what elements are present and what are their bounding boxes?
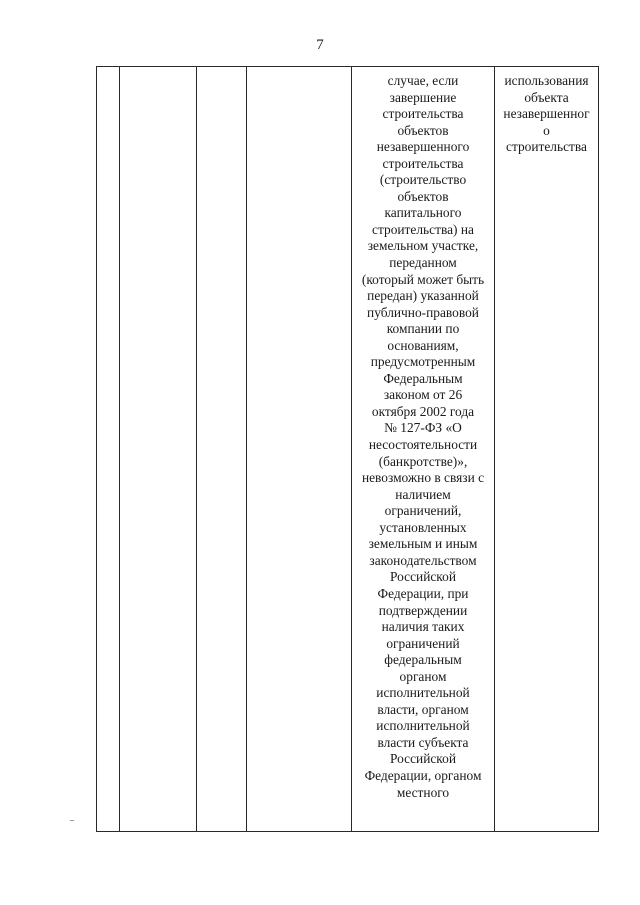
col5-text-line: (банкротстве)», xyxy=(378,453,468,469)
col5-text-line: наличия таких xyxy=(381,619,465,635)
col5-text-line: Российской xyxy=(390,751,456,767)
col5-text-line: власти субъекта xyxy=(377,734,469,750)
col5-text xyxy=(352,67,494,801)
col5-text-line: федеральным xyxy=(384,652,462,668)
col5-text-line: Федерации, органом xyxy=(364,767,482,783)
col6-text xyxy=(495,67,598,156)
col5-text-line: законом от 26 xyxy=(383,387,463,403)
col6-text-line: объекта xyxy=(524,89,569,105)
col6-text-line: о xyxy=(543,122,550,138)
page-number: 7 xyxy=(316,37,324,53)
col5-text-line: законодательством xyxy=(369,552,477,568)
col5-text-line: земельным и иным xyxy=(368,536,478,552)
col5-text-line: октября 2002 года xyxy=(371,403,475,419)
col5-text-line: основаниям, xyxy=(387,337,459,353)
col5-text-line: предусмотренным xyxy=(370,354,476,370)
col5-text-line: № 127-ФЗ «О xyxy=(384,420,462,436)
col5-text-line: строительства xyxy=(382,155,464,171)
col5-text-line: капитального xyxy=(384,205,462,221)
table-cell-col1 xyxy=(97,67,120,832)
col5-text-line: исполнительной xyxy=(376,718,470,734)
col5-text-line: публично-правовой xyxy=(367,304,479,320)
col5-text-line: подтверждении xyxy=(378,602,468,618)
col5-text-line: Федерации, при xyxy=(377,585,469,601)
col5-text-line: власти, органом xyxy=(377,701,469,717)
col5-text-line: переданном xyxy=(389,255,457,271)
col5-text-line: (строительство xyxy=(379,172,467,188)
col5-text-line: ограничений, xyxy=(384,503,462,519)
col5-text-line: земельном участке, xyxy=(367,238,479,254)
col6-text-line: строительства xyxy=(506,139,587,155)
col5-text-line: строительства xyxy=(382,106,464,122)
col5-text-line: объектов xyxy=(397,122,449,138)
col5-text-line: (который может быть xyxy=(361,271,485,287)
col5-text-line: случае, если xyxy=(387,73,459,88)
col5-text-line: невозможно в связи с xyxy=(361,470,485,486)
col5-text-line: наличием xyxy=(395,486,451,502)
col5-text-line: завершение xyxy=(389,89,457,105)
col5-text-line: незавершенного xyxy=(376,139,470,155)
table-cell-col3 xyxy=(197,67,247,832)
table-cell-col4 xyxy=(247,67,352,832)
col5-text-line: Федеральным xyxy=(383,370,463,386)
table-row xyxy=(97,67,599,832)
col6-text-line: незавершенног xyxy=(503,106,590,122)
document-table xyxy=(96,66,599,832)
col5-text-line: компании по xyxy=(386,321,460,337)
col5-text-line: передан) указанной xyxy=(367,288,479,304)
table-cell-col6 xyxy=(495,67,599,832)
col5-text-line: несостоятельности xyxy=(368,437,478,453)
stray-mark xyxy=(70,820,74,821)
col5-text-line: строительства) на xyxy=(372,221,474,237)
col5-text-line: установленных xyxy=(379,519,467,535)
col5-text-line: ограничений xyxy=(386,635,460,651)
col6-text-line: использования xyxy=(504,73,589,88)
table-cell-col2 xyxy=(120,67,197,832)
table-cell-col5 xyxy=(352,67,495,832)
col5-text-line: исполнительной xyxy=(376,685,470,701)
col5-text-line: местного xyxy=(396,784,450,800)
col5-text-line: Российской xyxy=(390,569,456,585)
col5-text-line: объектов xyxy=(397,188,449,204)
col5-text-line: органом xyxy=(399,668,447,684)
